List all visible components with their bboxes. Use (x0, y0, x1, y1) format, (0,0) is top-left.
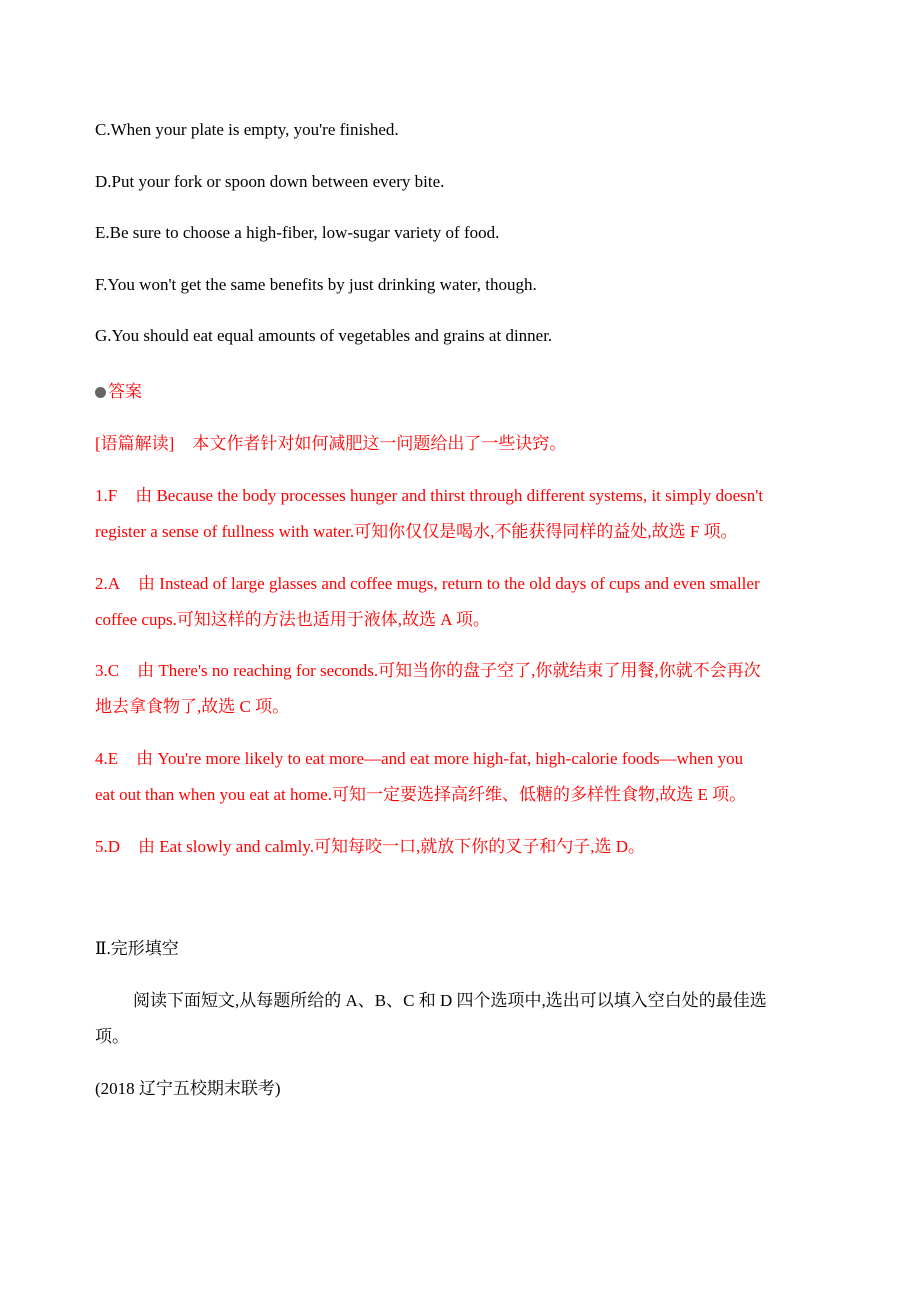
option-c: C.When your plate is empty, you're finished. (95, 120, 399, 139)
instruction-line-2: 项。 (95, 1027, 129, 1046)
analysis (95, 429, 566, 454)
answer-text: 由 You're more likely to eat more—and eat more high-fat, high-calorie foods—when you (136, 749, 744, 768)
answer-text: 由 There's no reaching for seconds.可知当你的盘子空了,你就结束了用餐,你就不会再次 (137, 661, 761, 680)
analysis-text: 本文作者针对如何减肥这一问题给出了一些诀窍。 (192, 434, 567, 453)
answer-3-line-2: 地去拿食物了,故选 C 项。 (95, 697, 290, 716)
option-d: D.Put your fork or spoon down between every bite. (95, 172, 445, 191)
instruction-line-1: 阅读下面短文,从每题所给的 A、B、C 和 D 四个选项中,选出可以填入空白处的最佳选 (133, 991, 767, 1010)
answer-num: 5.D (95, 837, 121, 856)
answer-icon (95, 387, 106, 398)
answer-text: 由 Instead of large glasses and coffee mugs, return to the old days of cups and even smaller (138, 574, 760, 593)
answer-1-line-1 (95, 481, 763, 506)
source: (2018 辽宁五校期末联考) (95, 1079, 281, 1098)
analysis-label: [语篇解读] (95, 434, 175, 453)
option-f: F.You won't get the same benefits by just drinking water, though. (95, 275, 537, 294)
answer-2-line-1 (95, 569, 760, 594)
answer-num: 2.A (95, 574, 121, 593)
answer-num: 3.C (95, 661, 120, 680)
option-g: G.You should eat equal amounts of vegetables and grains at dinner. (95, 326, 553, 345)
answer-3-line-1 (95, 656, 761, 681)
answer-4-line-1 (95, 744, 743, 769)
section-title: Ⅱ.完形填空 (95, 939, 179, 958)
answer-5 (95, 832, 645, 857)
answer-1-line-2: register a sense of fullness with water.可知你仅仅是喝水,不能获得同样的益处,故选 F 项。 (95, 522, 738, 541)
answer-text: 由 Eat slowly and calmly.可知每咬一口,就放下你的叉子和勺子,选 D。 (138, 837, 646, 856)
answer-num: 4.E (95, 749, 119, 768)
option-e: E.Be sure to choose a high-fiber, low-sugar variety of food. (95, 223, 500, 242)
answer-4-line-2: eat out than when you eat at home.可知一定要选择高纤维、低糖的多样性食物,故选 E 项。 (95, 785, 747, 804)
answer-heading-text: 答案 (108, 382, 142, 401)
answer-2-line-2: coffee cups.可知这样的方法也适用于液体,故选 A 项。 (95, 610, 490, 629)
answer-heading (95, 377, 142, 402)
answer-num: 1.F (95, 486, 118, 505)
answer-text: 由 Because the body processes hunger and thirst through different systems, it simply doesn't (135, 486, 764, 505)
